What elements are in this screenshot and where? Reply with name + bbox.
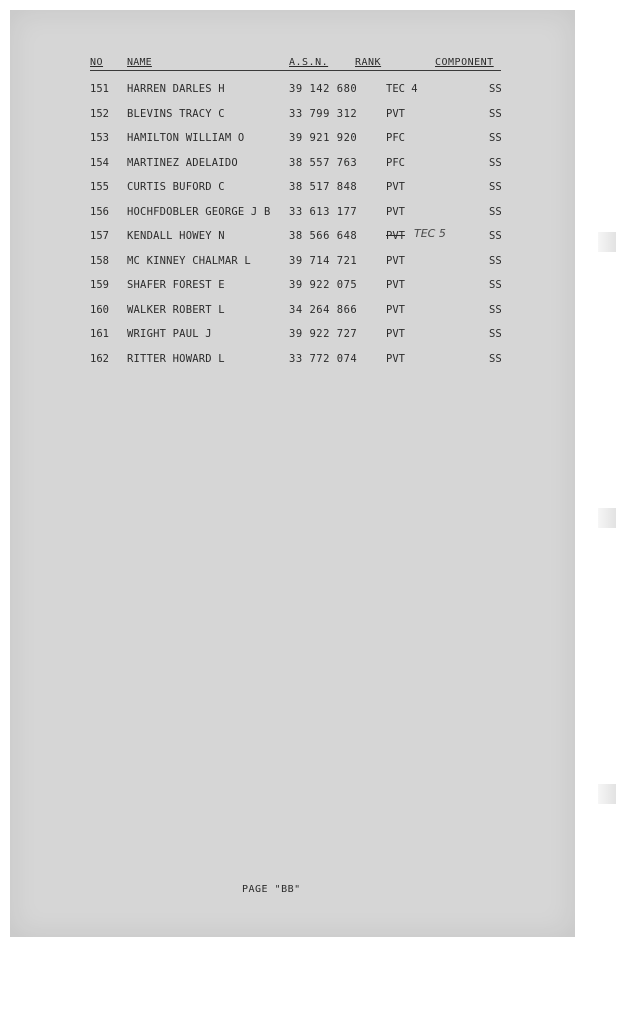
header-name: NAME [127, 57, 152, 68]
row-rank: PVT [386, 353, 405, 365]
row-rank: PVT [386, 328, 405, 340]
row-number: 156 [90, 206, 109, 218]
header-asn: A.S.N. [289, 57, 329, 68]
table-row [10, 206, 575, 224]
row-component: SS [489, 279, 502, 291]
row-component: SS [489, 157, 502, 169]
row-asn: 33 799 312 [289, 108, 358, 120]
page-label: PAGE "BB" [242, 884, 301, 895]
row-asn: 39 922 075 [289, 279, 358, 291]
header-rank: RANK [355, 57, 382, 68]
table-row [10, 227, 575, 248]
row-asn: 39 921 920 [289, 132, 358, 144]
row-name: MARTINEZ ADELAIDO [127, 157, 238, 169]
row-rank: PVT [386, 255, 405, 267]
row-rank: PVT [386, 206, 405, 218]
table-row [10, 279, 575, 297]
row-asn: 34 264 866 [289, 304, 358, 316]
document-page [10, 10, 575, 937]
table-row [10, 83, 575, 101]
row-rank: PVT [386, 230, 405, 242]
table-row [10, 157, 575, 175]
row-component: SS [489, 353, 502, 365]
row-rank: PVT [386, 304, 405, 316]
row-number: 152 [90, 108, 109, 120]
row-name: WALKER ROBERT L [127, 304, 225, 316]
row-rank: PVT [386, 279, 405, 291]
row-number: 162 [90, 353, 109, 365]
table-row [10, 328, 575, 346]
row-component: SS [489, 328, 502, 340]
row-rank: TEC 4 [386, 83, 418, 95]
row-component: SS [489, 181, 502, 193]
row-number: 153 [90, 132, 109, 144]
row-number: 157 [90, 230, 109, 242]
row-asn: 39 922 727 [289, 328, 358, 340]
row-number: 161 [90, 328, 109, 340]
row-component: SS [489, 132, 502, 144]
row-component: SS [489, 304, 502, 316]
row-component: SS [489, 83, 502, 95]
row-rank: PVT [386, 181, 405, 193]
row-rank: PFC [386, 157, 405, 169]
row-asn: 38 517 848 [289, 181, 358, 193]
row-component: SS [489, 255, 502, 267]
header-no: NO [90, 57, 104, 68]
row-asn: 33 772 074 [289, 353, 358, 365]
header-underline [90, 70, 501, 71]
scan-edge-mark [598, 232, 616, 252]
row-number: 159 [90, 279, 109, 291]
row-number: 158 [90, 255, 109, 267]
row-number: 154 [90, 157, 109, 169]
table-row [10, 108, 575, 126]
row-asn: 39 142 680 [289, 83, 358, 95]
row-asn: 38 566 648 [289, 230, 358, 242]
row-number: 160 [90, 304, 109, 316]
row-name: RITTER HOWARD L [127, 353, 225, 365]
row-number: 151 [90, 83, 109, 95]
row-name: SHAFER FOREST E [127, 279, 225, 291]
handwritten-rank-correction: TEC 5 [414, 227, 446, 240]
table-row [10, 304, 575, 322]
scan-edge-mark [598, 508, 616, 528]
row-name: HOCHFDOBLER GEORGE J B [127, 206, 271, 218]
row-component: SS [489, 206, 502, 218]
table-row [10, 255, 575, 273]
row-name: CURTIS BUFORD C [127, 181, 225, 193]
row-asn: 39 714 721 [289, 255, 358, 267]
row-name: WRIGHT PAUL J [127, 328, 212, 340]
row-name: HAMILTON WILLIAM O [127, 132, 245, 144]
row-name: HARREN DARLES H [127, 83, 225, 95]
header-component: COMPONENT [435, 57, 494, 68]
scan-edge-mark [598, 784, 616, 804]
row-asn: 33 613 177 [289, 206, 358, 218]
table-row [10, 353, 575, 371]
row-component: SS [489, 230, 502, 242]
table-row [10, 181, 575, 199]
row-asn: 38 557 763 [289, 157, 358, 169]
row-name: KENDALL HOWEY N [127, 230, 225, 242]
row-rank: PVT [386, 108, 405, 120]
table-row [10, 132, 575, 150]
row-component: SS [489, 108, 502, 120]
row-rank: PFC [386, 132, 405, 144]
row-name: BLEVINS TRACY C [127, 108, 225, 120]
row-name: MC KINNEY CHALMAR L [127, 255, 251, 267]
row-number: 155 [90, 181, 109, 193]
